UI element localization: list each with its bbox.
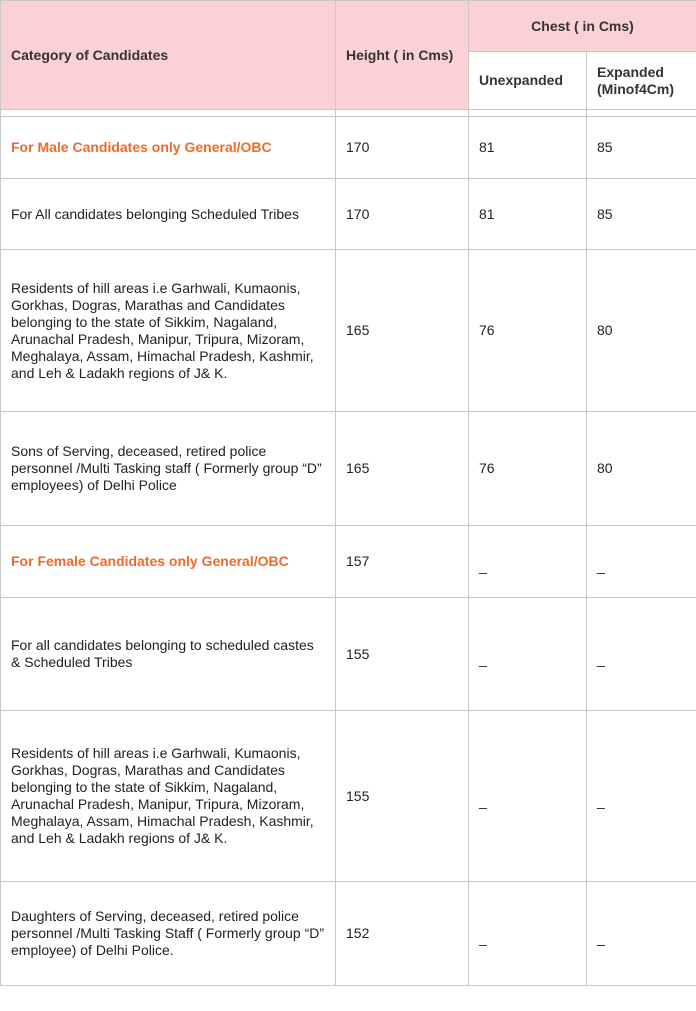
unexpanded-cell (469, 711, 587, 882)
expanded-cell: 85 (587, 179, 696, 250)
dash-mark: _ (597, 792, 605, 809)
unexpanded-cell: 76 (469, 250, 587, 412)
expanded-cell: 85 (587, 117, 696, 179)
gap-cell (469, 110, 587, 117)
table-header (1, 1, 696, 110)
expanded-cell: 80 (587, 412, 696, 526)
height-cell: 170 (336, 179, 469, 250)
expanded-cell (587, 526, 696, 598)
unexpanded-cell: 76 (469, 412, 587, 526)
category-cell: For Female Candidates only General/OBC (1, 526, 336, 598)
dash-mark: _ (479, 650, 487, 667)
height-cell: 155 (336, 711, 469, 882)
gap-cell (587, 110, 696, 117)
table-row (1, 598, 696, 711)
expanded-cell (587, 882, 696, 986)
category-cell: Daughters of Serving, deceased, retired police personnel /Multi Tasking Staff ( Formerly group “D” employee) of Delhi Police. (1, 882, 336, 986)
category-cell: Residents of hill areas i.e Garhwali, Kumaonis, Gorkhas, Dogras, Marathas and Candidates belonging to the state of Sikkim, Nagaland, Arunachal Pradesh, Manipur, Tripura, Mizoram, Meghalaya, Assam, Himachal Pradesh, Kashmir, and Leh & Ladakh regions of J& K. (1, 711, 336, 882)
table-row (1, 882, 696, 986)
dash-mark: _ (597, 650, 605, 667)
expanded-cell: 80 (587, 250, 696, 412)
expanded-cell (587, 711, 696, 882)
unexpanded-cell (469, 598, 587, 711)
height-cell: 155 (336, 598, 469, 711)
table-row (1, 412, 696, 526)
dash-mark: _ (597, 930, 605, 946)
header-chest: Chest ( in Cms) (469, 1, 696, 52)
header-category: Category of Candidates (1, 1, 336, 110)
dash-mark: _ (597, 558, 605, 574)
height-cell: 157 (336, 526, 469, 598)
table-row (1, 711, 696, 882)
category-cell: Sons of Serving, deceased, retired police personnel /Multi Tasking staff ( Formerly group “D” employees) of Delhi Police (1, 412, 336, 526)
dash-mark: _ (479, 930, 487, 946)
header-expanded: Expanded (Minof4Cm) (587, 52, 696, 110)
header-unexpanded: Unexpanded (469, 52, 587, 110)
category-cell: Residents of hill areas i.e Garhwali, Kumaonis, Gorkhas, Dogras, Marathas and Candidates belonging to the state of Sikkim, Nagaland, Arunachal Pradesh, Manipur, Tripura, Mizoram, Meghalaya, Assam, Himachal Pradesh, Kashmir, and Leh & Ladakh regions of J& K. (1, 250, 336, 412)
category-cell: For Male Candidates only General/OBC (1, 117, 336, 179)
expanded-cell (587, 598, 696, 711)
table-body (1, 110, 696, 986)
header-height: Height ( in Cms) (336, 1, 469, 110)
header-gap (1, 110, 696, 117)
dash-mark: _ (479, 558, 487, 574)
table-row (1, 526, 696, 598)
unexpanded-cell: 81 (469, 179, 587, 250)
gap-cell (1, 110, 336, 117)
dash-mark: _ (479, 792, 487, 809)
height-cell: 170 (336, 117, 469, 179)
height-cell: 152 (336, 882, 469, 986)
height-cell: 165 (336, 250, 469, 412)
table-row (1, 250, 696, 412)
height-cell: 165 (336, 412, 469, 526)
table-row (1, 117, 696, 179)
table-row (1, 179, 696, 250)
category-cell: For all candidates belonging to scheduled castes & Scheduled Tribes (1, 598, 336, 711)
unexpanded-cell (469, 882, 587, 986)
gap-cell (336, 110, 469, 117)
category-cell: For All candidates belonging Scheduled Tribes (1, 179, 336, 250)
unexpanded-cell (469, 526, 587, 598)
unexpanded-cell: 81 (469, 117, 587, 179)
